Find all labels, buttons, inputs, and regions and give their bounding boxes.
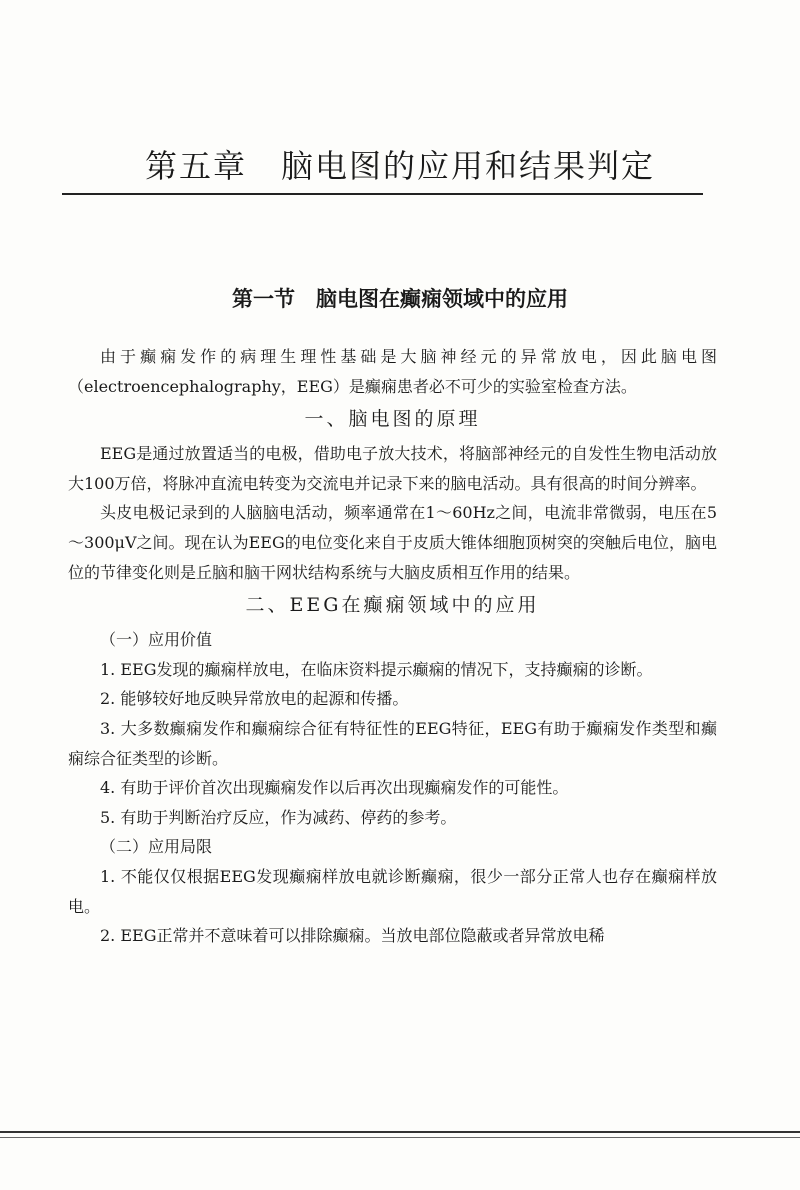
value-item-3: 3. 大多数癫痫发作和癫痫综合征有特征性的EEG特征，EEG有助于癫痫发作类型和癫痫综合征类型的诊断。: [68, 718, 717, 768]
limits-subheading: （二）应用局限: [100, 837, 213, 857]
part2-heading: 二、EEG在癫痫领域中的应用: [245, 594, 540, 617]
part1-heading: 一、脑电图的原理: [304, 408, 481, 431]
value-item-2: 2. 能够较好地反映异常放电的起源和传播。: [100, 689, 409, 709]
value-item-4: 4. 有助于评价首次出现癫痫发作以后再次出现癫痫发作的可能性。: [100, 778, 569, 798]
chapter-title-rule: [62, 193, 703, 195]
value-subheading: （一）应用价值: [100, 630, 213, 650]
footer-rule-thin: [0, 1137, 800, 1138]
body-text: [68, 342, 717, 951]
part1-paragraph-1: EEG是通过放置适当的电极，借助电子放大技术，将脑部神经元的自发性生物电活动放大100万倍，将脉冲直流电转变为交流电并记录下来的脑电活动。具有很高的时间分辨率。: [68, 444, 717, 493]
value-item-1: 1. EEG发现的癫痫样放电，在临床资料提示癫痫的情况下，支持癫痫的诊断。: [100, 659, 653, 679]
footer-rule: [0, 1131, 800, 1133]
section-title: 第一节 脑电图在癫痫领域中的应用: [232, 286, 568, 311]
intro-paragraph: 由于癫痫发作的病理生理性基础是大脑神经元的异常放电，因此脑电图（electroencephalography，EEG）是癫痫患者必不可少的实验室检查方法。: [68, 347, 717, 396]
value-item-5: 5. 有助于判断治疗反应，作为减药、停药的参考。: [100, 807, 457, 827]
part1-paragraph-2: 头皮电极记录到的人脑脑电活动，频率通常在1～60Hz之间，电流非常微弱，电压在5～300μV之间。现在认为EEG的电位变化来自于皮质大锥体细胞顶树突的突触后电位，脑电位的节律变化则是丘脑和脑干网状结构系统与大脑皮质相互作用的结果。: [68, 503, 717, 582]
chapter-title: 第五章 脑电图的应用和结果判定: [144, 147, 655, 185]
limits-item-1: 1. 不能仅仅根据EEG发现癫痫样放电就诊断癫痫，很少一部分正常人也存在癫痫样放电。: [68, 866, 717, 916]
limits-item-2: 2. EEG正常并不意味着可以排除癫痫。当放电部位隐蔽或者异常放电稀: [100, 926, 605, 946]
